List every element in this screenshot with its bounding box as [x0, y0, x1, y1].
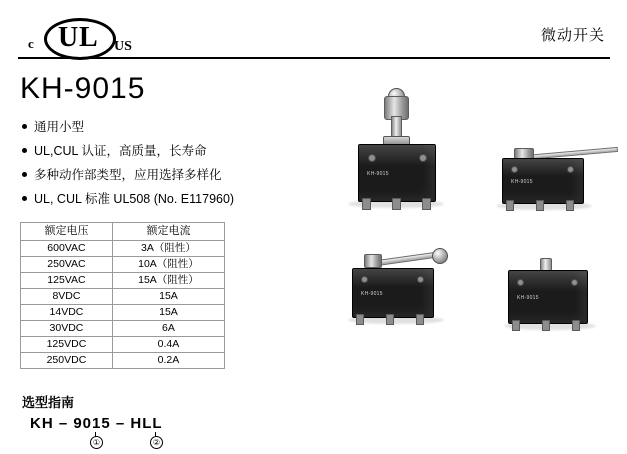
page-title: 微动开关 [540, 27, 605, 44]
roller-icon [432, 248, 448, 264]
product-long-lever-switch [490, 140, 620, 215]
terminal [362, 198, 371, 210]
terminal [566, 200, 574, 211]
cell-current: 6A [112, 321, 224, 337]
product-roller-lever-switch [340, 246, 480, 328]
product-roller-plunger-switch [340, 88, 460, 213]
callout-marker-1: ① [90, 436, 103, 449]
cell-current: 15A（阻性） [112, 273, 224, 289]
cell-voltage: 30VDC [21, 321, 113, 337]
switch-body [508, 270, 588, 324]
body-label: KH-9015 [517, 295, 539, 301]
table-row [21, 337, 225, 353]
terminal [386, 314, 394, 325]
terminal [356, 314, 364, 325]
model-number: KH-9015 [20, 72, 146, 105]
switch-body [352, 268, 434, 318]
list-item: 通用小型 [22, 115, 322, 139]
terminal [392, 198, 401, 210]
table-row [21, 289, 225, 305]
ul-us-label: US [114, 39, 132, 54]
table-row [21, 257, 225, 273]
table-row [21, 273, 225, 289]
terminal [542, 320, 550, 331]
list-item: UL,CUL 认证，高质量，长寿命 [22, 139, 322, 163]
switch-body [502, 158, 584, 204]
column-header-voltage: 额定电压 [21, 223, 113, 241]
ul-u-letter: U [58, 22, 79, 53]
product-image-group [330, 78, 620, 368]
terminal [536, 200, 544, 211]
mounting-hole [571, 279, 578, 286]
table-header-row [21, 223, 225, 241]
terminal [506, 200, 514, 211]
cell-voltage: 125VAC [21, 273, 113, 289]
lever-hinge [364, 254, 382, 268]
mounting-hole [417, 276, 424, 283]
switch-body [358, 144, 436, 202]
mounting-hole [511, 166, 518, 173]
cell-current: 10A（阻性） [112, 257, 224, 273]
mounting-hole [361, 276, 368, 283]
cell-voltage: 250VDC [21, 353, 113, 369]
cell-current: 15A [112, 305, 224, 321]
cell-current: 15A [112, 289, 224, 305]
terminal [512, 320, 520, 331]
list-item: UL, CUL 标准 UL508 (No. E117960) [22, 187, 322, 211]
cell-voltage: 600VAC [21, 241, 113, 257]
mounting-hole [517, 279, 524, 286]
cell-voltage: 125VDC [21, 337, 113, 353]
ul-listed-mark-icon [22, 10, 132, 54]
terminal [572, 320, 580, 331]
table-row [21, 305, 225, 321]
terminal [416, 314, 424, 325]
cell-current: 0.4A [112, 337, 224, 353]
selection-guide-code: KH – 9015 – HLL [30, 415, 163, 432]
header-divider [18, 57, 610, 59]
product-pin-plunger-switch [498, 256, 618, 334]
cell-voltage: 250VAC [21, 257, 113, 273]
ratings-table [20, 222, 225, 369]
body-label: KH-9015 [367, 171, 389, 177]
feature-list [22, 115, 322, 211]
cell-voltage: 8VDC [21, 289, 113, 305]
callout-marker-2: ② [150, 436, 163, 449]
mounting-hole [368, 154, 376, 162]
mounting-hole [419, 154, 427, 162]
body-label: KH-9015 [511, 179, 533, 185]
column-header-current: 额定电流 [112, 223, 224, 241]
ul-l-letter: L [79, 22, 98, 53]
ul-c-label: c [28, 36, 34, 51]
list-item: 多种动作部类型，应用选择多样化 [22, 163, 322, 187]
selection-guide-title: 选型指南 [22, 395, 75, 410]
table-row [21, 353, 225, 369]
table-row [21, 321, 225, 337]
cell-current: 3A（阻性） [112, 241, 224, 257]
cell-current: 0.2A [112, 353, 224, 369]
lever-arm [374, 252, 438, 267]
body-label: KH-9015 [361, 291, 383, 297]
terminal [422, 198, 431, 210]
cell-voltage: 14VDC [21, 305, 113, 321]
mounting-hole [567, 166, 574, 173]
table-row [21, 241, 225, 257]
